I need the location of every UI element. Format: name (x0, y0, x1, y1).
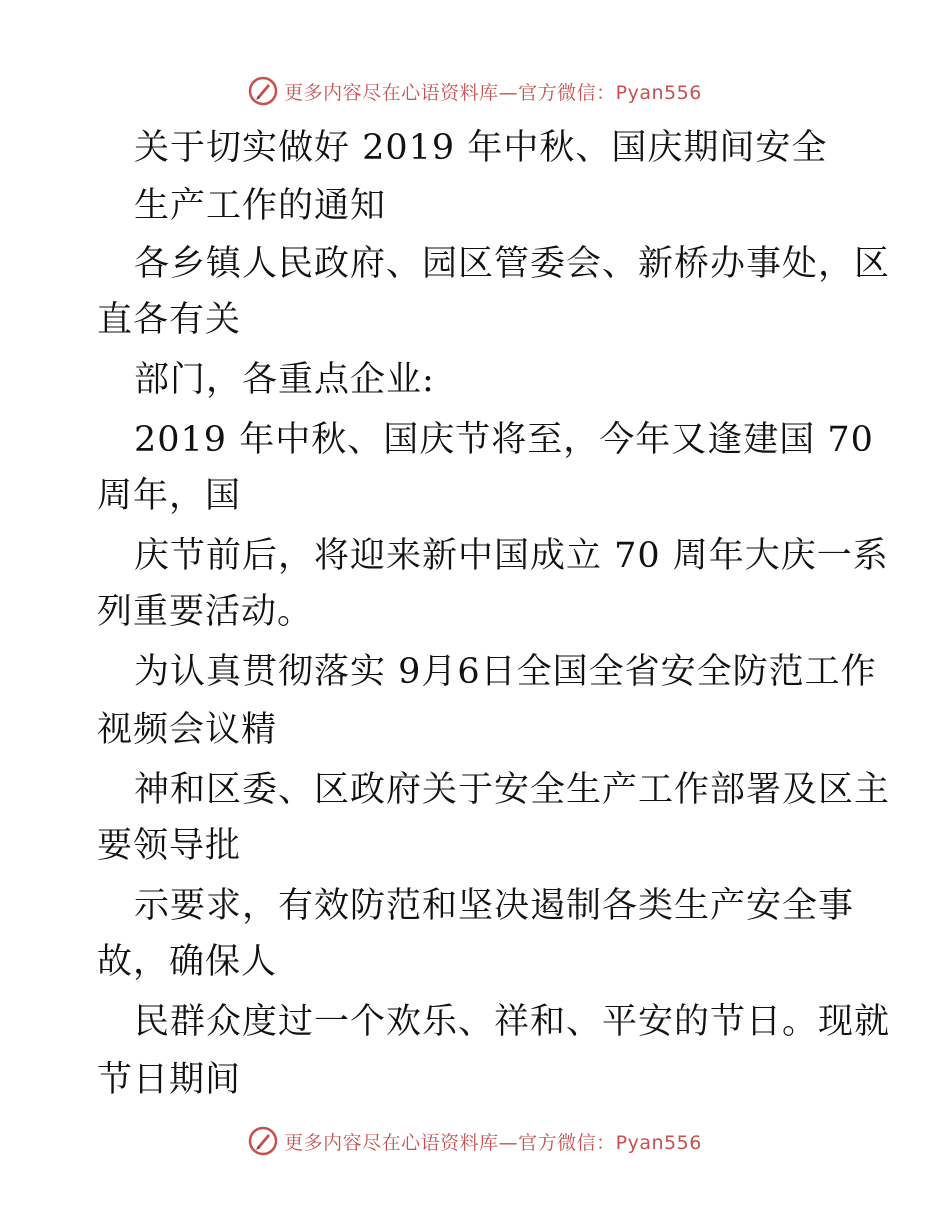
header-watermark (0, 74, 950, 108)
body-line: 神和区委、区政府关于安全生产工作部署及区主 (134, 770, 891, 810)
watermark-text: 更多内容尽在心语资料库—官方微信：Pyan556 (284, 81, 702, 104)
body-line: 庆节前后，将迎来新中国成立 70 周年大庆一系 (134, 536, 889, 576)
body-line: 故，确保人 (97, 942, 278, 982)
body-line: 周年，国 (97, 476, 242, 516)
title-line-1: 关于切实做好 2019 年中秋、国庆期间安全 (134, 128, 828, 168)
body-line: 各乡镇人民政府、园区管委会、新桥办事处，区 (134, 244, 891, 284)
body-line: 直各有关 (97, 300, 242, 340)
footer-watermark (0, 1124, 950, 1158)
body-line: 部门，各重点企业: (134, 360, 435, 400)
body-line: 示要求，有效防范和坚决遏制各类生产安全事 (134, 886, 855, 926)
quill-logo-icon (248, 1126, 278, 1156)
body-line: 2019 年中秋、国庆节将至，今年又逢建国 70 (134, 420, 874, 460)
watermark-text: 更多内容尽在心语资料库—官方微信：Pyan556 (284, 1131, 702, 1154)
body-line: 为认真贯彻落实 9月6日全国全省安全防范工作 (134, 652, 877, 692)
body-line: 民群众度过一个欢乐、祥和、平安的节日。现就 (134, 1002, 891, 1042)
quill-logo-icon (248, 76, 278, 106)
title-line-2: 生产工作的通知 (134, 186, 387, 226)
body-line: 要领导批 (97, 826, 242, 866)
body-line: 视频会议精 (97, 710, 278, 750)
body-line: 节日期间 (97, 1060, 242, 1100)
body-line: 列重要活动。 (97, 592, 314, 632)
